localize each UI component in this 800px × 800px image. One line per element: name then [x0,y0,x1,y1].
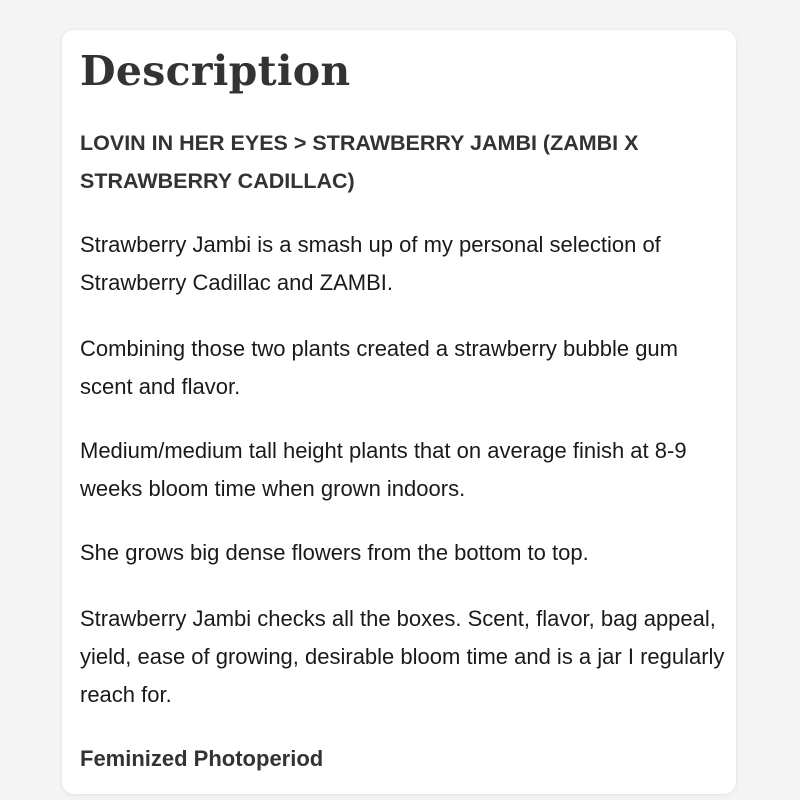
seed-type-label: Feminized Photoperiod [80,746,324,771]
description-paragraph: She grows big dense flowers from the bottom to top. [80,540,589,565]
description-paragraph: Combining those two plants created a strawberry bubble gum scent and flavor. [80,336,678,399]
product-lineage-heading: LOVIN IN HER EYES > STRAWBERRY JAMBI (ZAMBI X STRAWBERRY CADILLAC) [80,131,639,193]
description-paragraph: Medium/medium tall height plants that on average finish at 8-9 weeks bloom time when grown indoors. [80,438,687,501]
description-paragraph: Strawberry Jambi is a smash up of my personal selection of Strawberry Cadillac and ZAMBI. [80,232,661,295]
description-paragraph: Strawberry Jambi checks all the boxes. Scent, flavor, bag appeal, yield, ease of growing, desirable bloom time and is a jar I regularly reach for. [80,606,725,707]
section-title: Description [80,47,351,95]
